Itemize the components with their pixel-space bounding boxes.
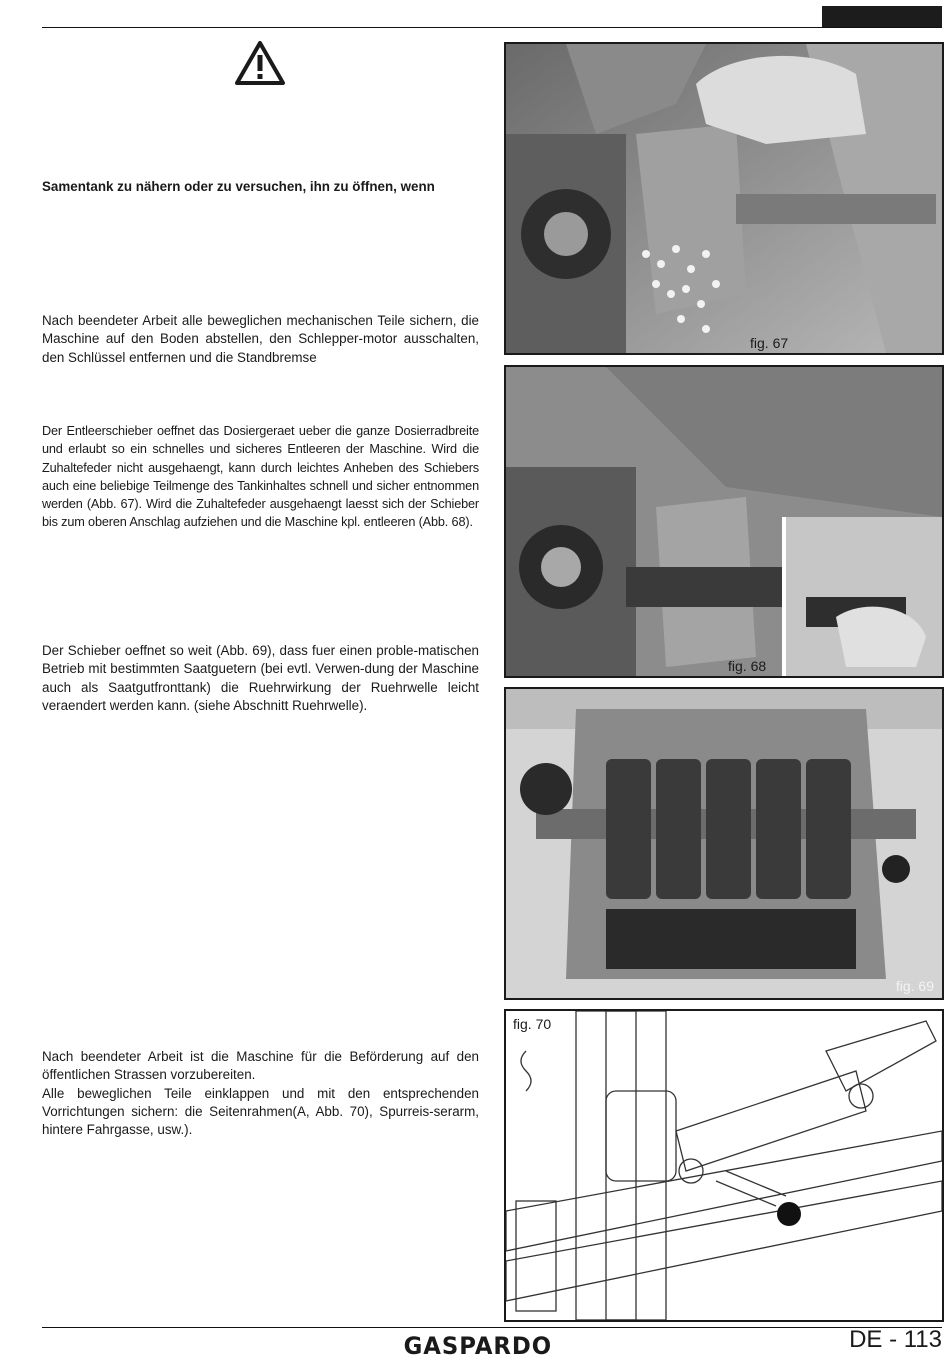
paragraph-tank-warning: Samentank zu nähern oder zu versuchen, ihn zu öffnen, wenn	[42, 179, 435, 194]
figure-68-caption: fig. 68	[728, 658, 767, 674]
figure-70	[504, 1009, 944, 1322]
paragraph-transport-line1: Nach beendeter Arbeit ist die Maschine für die Beförderung auf den öffentlichen Strassen vorzubereiten.	[42, 1049, 479, 1083]
figure-67	[504, 42, 944, 355]
figure-68-photo	[506, 367, 942, 676]
brand-logo: GASPARDO	[403, 1332, 553, 1360]
figure-67-caption: fig. 67	[750, 335, 789, 351]
paragraph-emptying-slide: Der Entleerschieber oeffnet das Dosiergeraet ueber die ganze Dosierradbreite und erlaubt so ein schnelles und sicheres Entleeren der Maschine. Wird die Zuhaltefeder nicht ausgehaengt, kann durch leichtes Anheben des Schiebers auch eine beliebige Teilmenge des Tankinhaltes schnell und sicher entnommen werden (Abb. 67). Wird die Zuhaltefeder ausgehaengt laesst sich der Schieber bis zum oberen Anschlag aufziehen und die Maschine kpl. entleeren (Abb. 68).	[42, 424, 479, 530]
figure-69	[504, 687, 944, 1000]
figure-68	[504, 365, 944, 678]
page-number: DE - 113	[849, 1326, 942, 1353]
paragraph-slide-opening: Der Schieber oeffnet so weit (Abb. 69), dass fuer einen proble-matischen Betrieb mit bestimmten Saatguetern (bei evtl. Verwen-dung der Maschine auch als Saatgutfronttank) die Ruehrwirkung der Ruehrwelle leicht veraendert werden kann. (siehe Abschnitt Ruehrwelle).	[42, 643, 479, 713]
header-rule	[42, 27, 942, 28]
header-tab	[822, 6, 942, 27]
paragraph-after-work: Nach beendeter Arbeit alle beweglichen mechanischen Teile sichern, die Maschine auf den Boden abstellen, den Schlepper-motor ausschalten, den Schlüssel entfernen und die Standbremse	[42, 313, 479, 365]
warning-triangle-icon	[234, 40, 286, 86]
figure-70-drawing	[506, 1011, 942, 1320]
figure-70-caption: fig. 70	[513, 1016, 552, 1032]
paragraph-transport	[42, 1048, 479, 1139]
figure-67-photo	[506, 44, 942, 353]
figure-69-caption: fig. 69	[895, 978, 934, 994]
paragraph-transport-line2: Alle beweglichen Teile einklappen und mit den entsprechenden Vorrichtungen sichern: die Seitenrahmen(A, Abb. 70), Spurreis-serarm, hintere Fahrgasse, usw.).	[42, 1085, 479, 1138]
footer-rule	[42, 1327, 942, 1328]
figure-69-photo	[506, 689, 942, 998]
